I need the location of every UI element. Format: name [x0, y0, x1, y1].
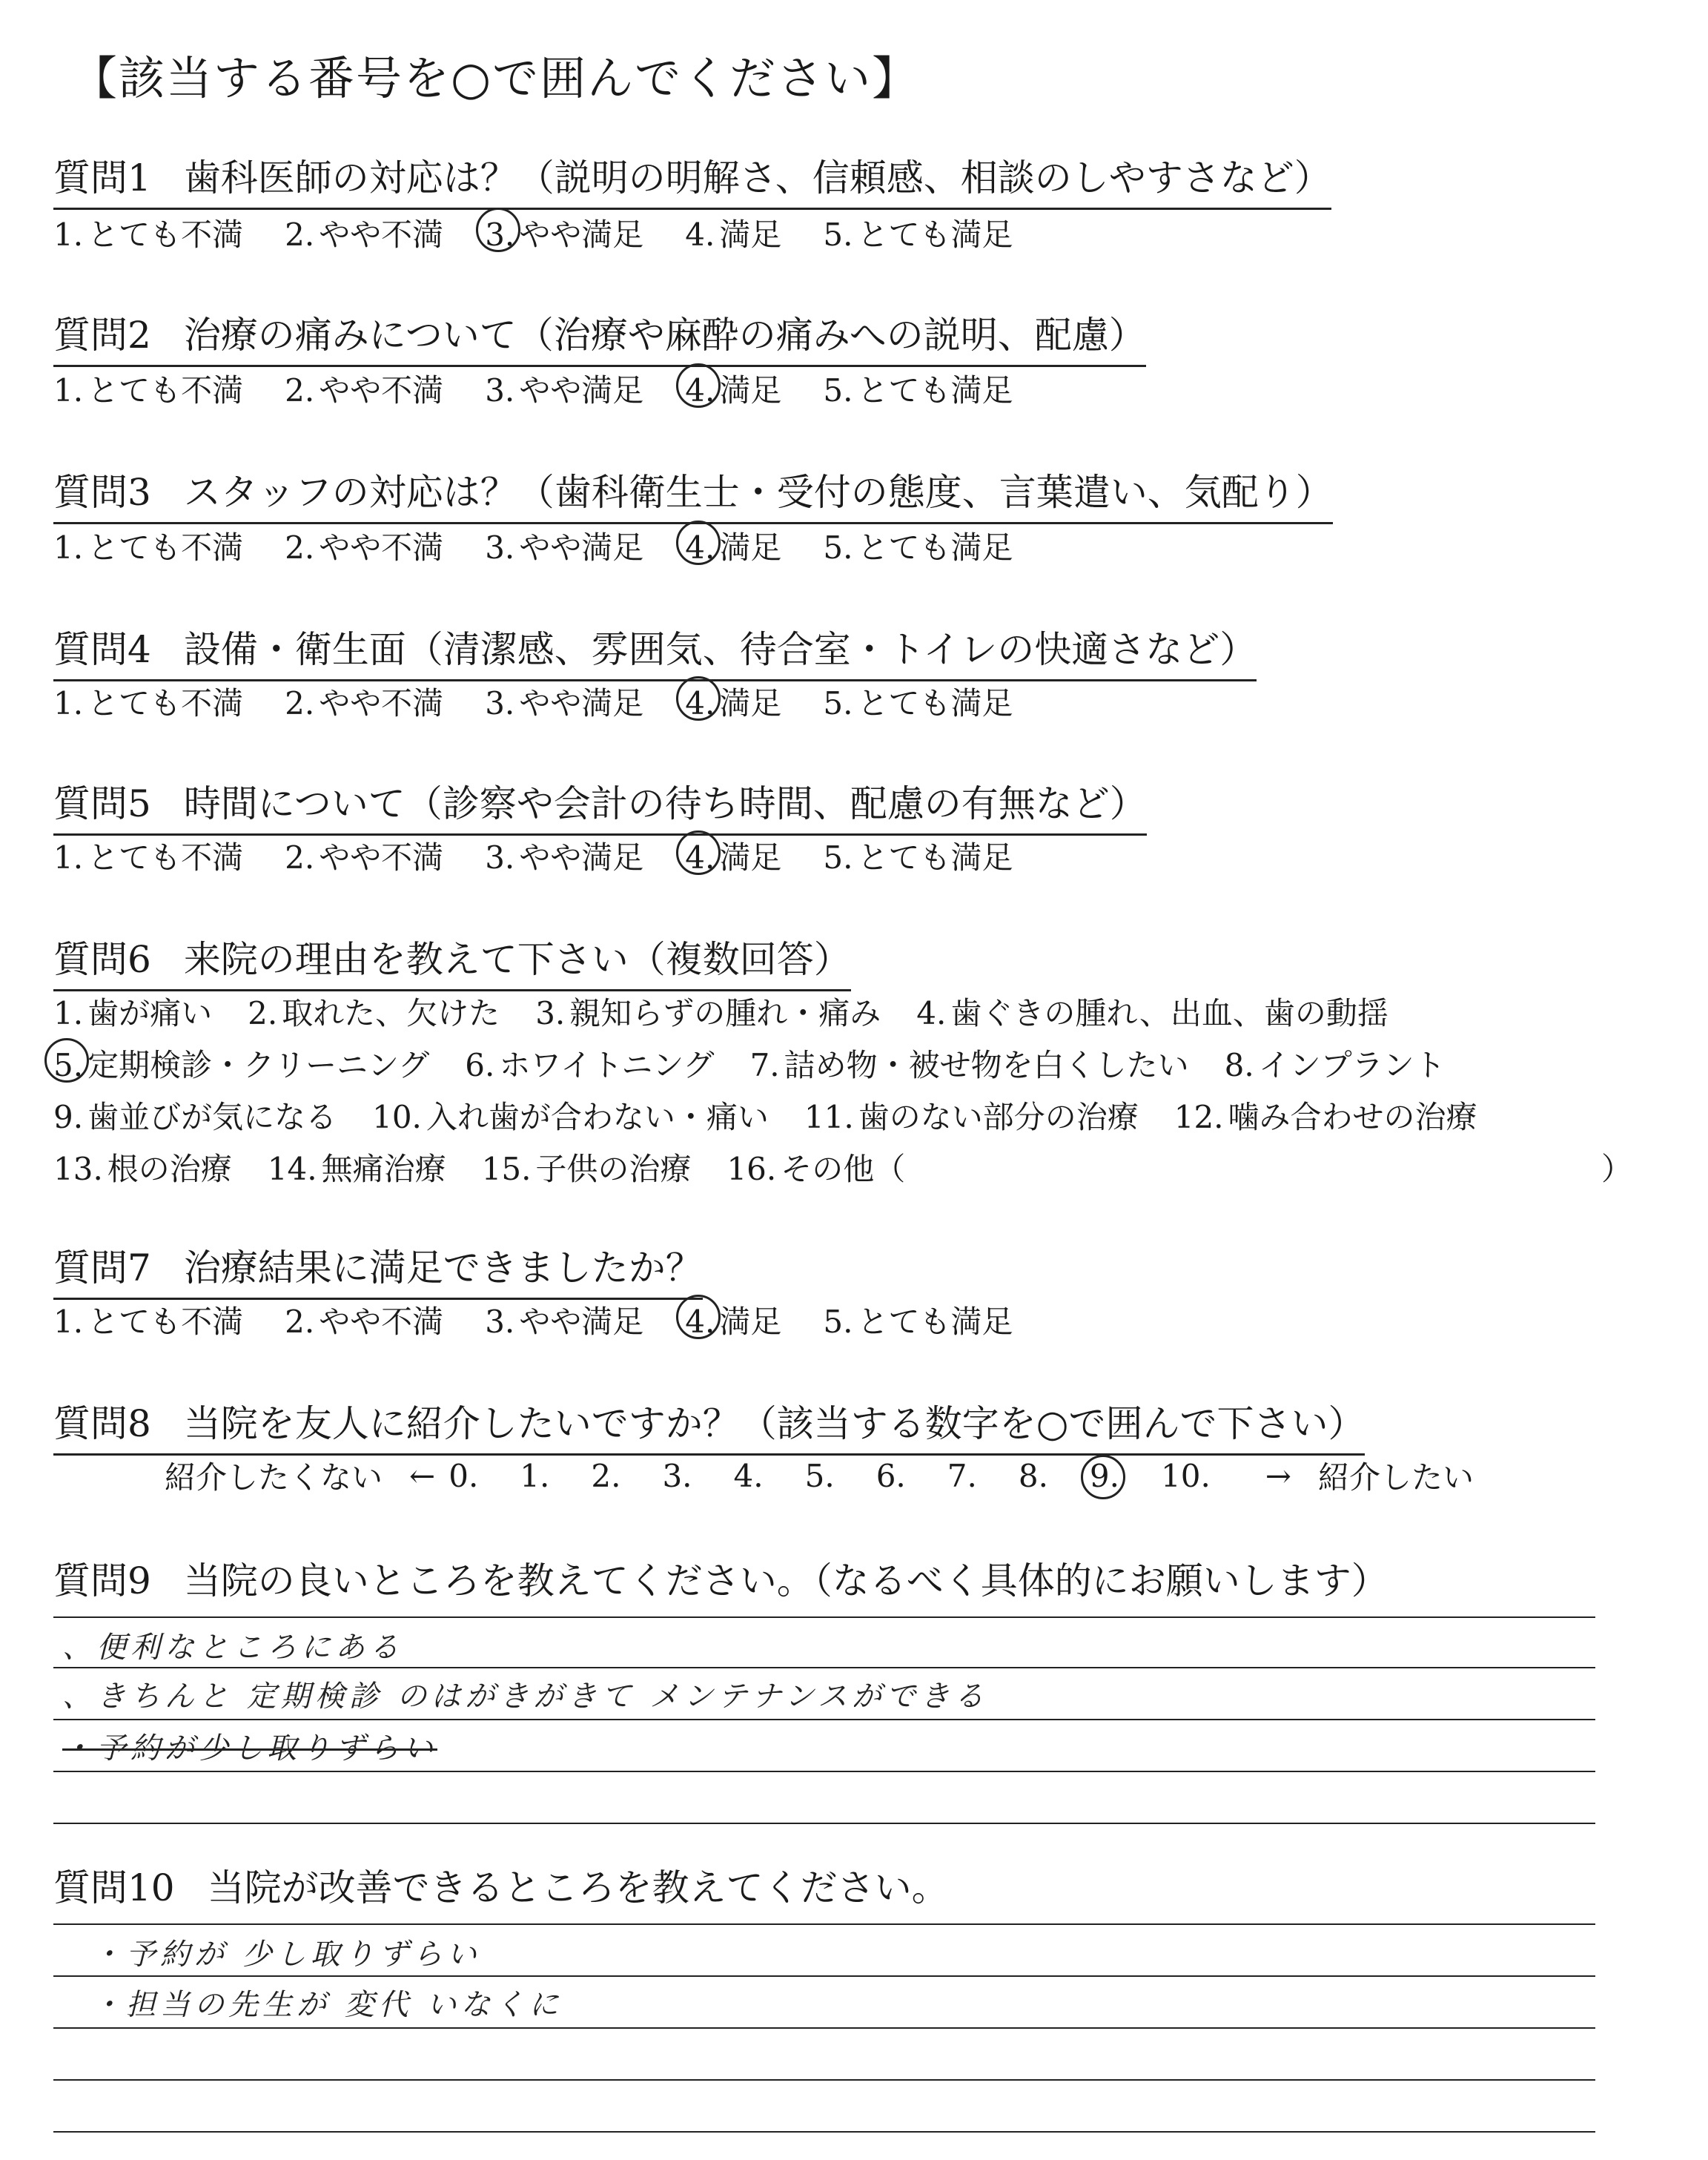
question-4-options — [53, 679, 1054, 724]
option-label: 歯ぐきの腫れ、出血、歯の動揺 — [950, 995, 1388, 1031]
option[interactable] — [726, 1145, 905, 1189]
scale-right-label: 紹介したい — [1318, 1459, 1474, 1496]
selected-scale-value[interactable] — [1090, 1458, 1124, 1494]
option-number: 5. — [823, 529, 853, 566]
option-number: 11. — [804, 1099, 854, 1135]
recommend-scale — [151, 1453, 1487, 1498]
question-7-options — [53, 1298, 1054, 1342]
question-number: 質問8 — [53, 1402, 151, 1445]
option-number: 4. — [685, 1304, 715, 1340]
option[interactable] — [53, 989, 212, 1034]
option[interactable] — [485, 524, 643, 568]
question-7-title — [53, 1238, 703, 1300]
option[interactable] — [53, 524, 243, 568]
selected-option[interactable] — [685, 679, 781, 724]
option[interactable] — [1225, 1041, 1446, 1086]
selected-option[interactable] — [685, 833, 781, 878]
option[interactable] — [1174, 1093, 1477, 1137]
option[interactable] — [285, 833, 443, 878]
scale-left-arrow: ← — [409, 1457, 436, 1494]
option[interactable] — [285, 679, 443, 724]
option-number: 7. — [947, 1457, 977, 1494]
answer-line — [53, 1667, 1595, 1668]
option[interactable] — [53, 366, 243, 411]
option-number: 3. — [485, 529, 515, 566]
answer-line — [53, 2131, 1595, 2133]
option-label: 満足 — [719, 372, 782, 409]
question-5-title — [53, 774, 1147, 836]
question-6-row-3 — [53, 1093, 1513, 1137]
option-number: 1. — [53, 839, 84, 876]
option[interactable] — [823, 833, 1013, 878]
option[interactable] — [465, 1041, 714, 1086]
option-label: 噛み合わせの治療 — [1228, 1099, 1477, 1135]
option-label: 親知らずの腫れ・痛み — [569, 995, 881, 1031]
selected-option[interactable] — [53, 1041, 429, 1086]
option[interactable] — [285, 211, 443, 255]
option-number: 3. — [485, 839, 515, 876]
option-label: とても不満 — [87, 372, 244, 409]
scale-value[interactable] — [1161, 1458, 1215, 1494]
option-number: 15. — [481, 1151, 532, 1187]
question-text: スタッフの対応は？（歯科衛生士・受付の態度、言葉遣い、気配り） — [183, 471, 1333, 514]
answer-line — [53, 1771, 1595, 1772]
option-label: 子供の治療 — [535, 1151, 692, 1187]
option-label: 満足 — [719, 1304, 782, 1340]
option-number: 5. — [823, 217, 853, 253]
option[interactable] — [823, 524, 1013, 568]
option-label: とても満足 — [857, 839, 1013, 876]
question-number: 質問10 — [53, 1866, 175, 1909]
question-text: 当院を友人に紹介したいですか？（該当する数字を○で囲んで下さい） — [183, 1402, 1366, 1445]
option[interactable] — [804, 1093, 1139, 1137]
option-label: やや満足 — [519, 372, 644, 409]
option-number: 6. — [875, 1457, 906, 1494]
option-label: やや不満 — [319, 839, 444, 876]
option-number: 9. — [53, 1099, 84, 1135]
scale-value[interactable] — [1019, 1458, 1053, 1494]
option-number: 4. — [733, 1457, 764, 1494]
option-number: 7. — [749, 1047, 780, 1083]
handwritten-answer: ・担当の先生が 変代 いなくに — [92, 1988, 563, 2022]
other-close-paren: ） — [1601, 1151, 1633, 1187]
option[interactable] — [372, 1093, 769, 1137]
option[interactable] — [916, 989, 1388, 1034]
answer-line — [53, 1975, 1595, 1977]
option-label: 取れた、欠けた — [282, 995, 500, 1031]
option-number: 1. — [53, 217, 84, 253]
question-number: 質問9 — [53, 1559, 151, 1602]
option[interactable] — [248, 989, 500, 1034]
option-label: 満足 — [719, 217, 782, 253]
option[interactable] — [485, 833, 643, 878]
question-9-title — [53, 1551, 1388, 1605]
question-1-options — [53, 211, 1054, 255]
option-label: とても満足 — [857, 529, 1013, 566]
option-label: とても満足 — [857, 372, 1013, 409]
scale-left-label: 紹介したくない — [165, 1459, 383, 1496]
handwritten-answer: ・予約が 少し取りずらい — [92, 1938, 481, 1972]
option[interactable] — [53, 1145, 232, 1189]
option-number: 5. — [823, 1304, 853, 1340]
option[interactable] — [485, 679, 643, 724]
option-number: 2. — [285, 372, 315, 409]
option-label: やや満足 — [519, 529, 644, 566]
option-number: 9. — [1089, 1457, 1119, 1494]
question-6-title — [53, 930, 851, 991]
option-label: 満足 — [719, 685, 782, 721]
option-label: 満足 — [719, 529, 782, 566]
option-number: 3. — [485, 685, 515, 721]
option-label: やや不満 — [319, 1304, 444, 1340]
option-label: 歯並びが気になる — [87, 1099, 337, 1135]
option[interactable] — [535, 989, 881, 1034]
question-number: 質問1 — [53, 156, 151, 199]
question-8-title — [53, 1394, 1365, 1456]
option-number: 2. — [285, 529, 315, 566]
question-text: 来院の理由を教えて下さい（複数回答） — [183, 938, 851, 981]
option-number: 4. — [685, 839, 715, 876]
option-number: 1. — [53, 995, 84, 1031]
scale-right-arrow: → — [1265, 1457, 1291, 1494]
scale-value[interactable] — [876, 1458, 910, 1494]
option[interactable] — [53, 679, 243, 724]
answer-line — [53, 1823, 1595, 1824]
option-number: 3. — [662, 1457, 692, 1494]
question-text: 当院が改善できるところを教えてください。 — [207, 1866, 949, 1909]
option-label: インプラント — [1258, 1047, 1446, 1083]
option-number: 3. — [485, 217, 515, 253]
option-label: やや満足 — [519, 685, 644, 721]
option-number: 5. — [804, 1457, 835, 1494]
scale-value[interactable] — [591, 1458, 625, 1494]
option[interactable] — [53, 211, 243, 255]
option-number: 5. — [53, 1047, 84, 1083]
option-number: 5. — [823, 372, 853, 409]
option[interactable] — [285, 1298, 443, 1342]
option-number: 4. — [916, 995, 947, 1031]
selected-option[interactable] — [685, 524, 781, 568]
option[interactable] — [823, 366, 1013, 411]
option-number: 1. — [53, 529, 84, 566]
option[interactable] — [685, 211, 781, 255]
option[interactable] — [750, 1041, 1189, 1086]
scale-value[interactable] — [448, 1458, 483, 1494]
option[interactable] — [53, 833, 243, 878]
scale-value[interactable] — [520, 1458, 554, 1494]
question-number: 質問7 — [53, 1246, 151, 1289]
option[interactable] — [823, 211, 1013, 255]
option-label: とても不満 — [87, 685, 244, 721]
option-number: 2. — [285, 685, 315, 721]
option-label: とても不満 — [87, 1304, 244, 1340]
option-label: やや不満 — [319, 529, 444, 566]
option-number: 5. — [823, 839, 853, 876]
option-number: 1. — [53, 685, 84, 721]
question-text: 治療結果に満足できましたか？ — [183, 1246, 703, 1289]
question-3-options — [53, 524, 1054, 568]
option-label: 詰め物・被せ物を白くしたい — [784, 1047, 1189, 1083]
option-number: 1. — [53, 372, 84, 409]
handwritten-answer: 、きちんと 定期検診 のはがきがきて メンテナンスができる — [62, 1680, 988, 1714]
option-number: 4. — [685, 685, 715, 721]
question-4-title — [53, 620, 1257, 681]
option[interactable] — [285, 366, 443, 411]
option[interactable] — [485, 1298, 643, 1342]
option[interactable] — [268, 1145, 446, 1189]
answer-line — [53, 1616, 1595, 1618]
question-3-title — [53, 463, 1333, 524]
option-label: 根の治療 — [107, 1151, 232, 1187]
question-number: 質問3 — [53, 471, 151, 514]
option-label: その他（ — [781, 1151, 906, 1187]
option-label: 無痛治療 — [321, 1151, 446, 1187]
option-label: 歯のない部分の治療 — [858, 1099, 1139, 1135]
question-text: 当院の良いところを教えてください。（なるべく具体的にお願いします） — [183, 1559, 1388, 1602]
selected-option[interactable] — [485, 211, 643, 255]
option-number: 3. — [535, 995, 566, 1031]
question-number: 質問5 — [53, 782, 151, 825]
option-number: 2. — [285, 217, 315, 253]
option[interactable] — [53, 1298, 243, 1342]
selected-option[interactable] — [685, 366, 781, 411]
option-label: とても不満 — [87, 529, 244, 566]
question-6-row-1 — [53, 989, 1424, 1034]
answer-line — [53, 2027, 1595, 2029]
option-number: 2. — [285, 1304, 315, 1340]
option-label: 満足 — [719, 839, 782, 876]
option[interactable] — [823, 1298, 1013, 1342]
option-label: やや満足 — [519, 1304, 644, 1340]
page-title: 【該当する番号を○で囲んでください】 — [71, 51, 920, 105]
selected-option[interactable] — [685, 1298, 781, 1342]
question-10-title — [53, 1858, 949, 1912]
answer-line — [53, 1719, 1595, 1720]
option-number: 4. — [685, 372, 715, 409]
question-2-title — [53, 305, 1146, 367]
option-label: とても満足 — [857, 685, 1013, 721]
option-number: 14. — [267, 1151, 317, 1187]
option[interactable] — [482, 1145, 692, 1189]
option-label: やや不満 — [319, 217, 444, 253]
option-number: 10. — [1161, 1457, 1211, 1494]
option-label: やや満足 — [519, 839, 644, 876]
option-number: 12. — [1174, 1099, 1224, 1135]
option[interactable] — [53, 1093, 337, 1137]
option-number: 13. — [53, 1151, 103, 1187]
option-number: 8. — [1224, 1047, 1254, 1083]
option-number: 4. — [685, 217, 715, 253]
option-number: 3. — [485, 372, 515, 409]
option-label: とても不満 — [87, 839, 244, 876]
option[interactable] — [823, 679, 1013, 724]
scale-value[interactable] — [662, 1458, 696, 1494]
option-label: とても満足 — [857, 1304, 1013, 1340]
option-number: 10. — [372, 1099, 422, 1135]
option-number: 3. — [485, 1304, 515, 1340]
struck-answer: ・予約が少し取りずらい — [62, 1731, 437, 1766]
option-label: 入れ歯が合わない・痛い — [426, 1099, 769, 1135]
option[interactable] — [285, 524, 443, 568]
question-number: 質問4 — [53, 628, 151, 671]
scale-value[interactable] — [947, 1458, 982, 1494]
answer-line — [53, 2079, 1595, 2081]
question-1-title — [53, 148, 1331, 210]
question-text: 設備・衛生面（清潔感、雰囲気、待合室・トイレの快適さなど） — [183, 628, 1257, 671]
option-number: 4. — [685, 529, 715, 566]
option-label: やや満足 — [519, 217, 644, 253]
option-number: 5. — [823, 685, 853, 721]
option-label: とても満足 — [857, 217, 1013, 253]
question-6-row-2 — [53, 1041, 1481, 1086]
option-label: ホワイトニング — [499, 1047, 715, 1083]
option-number: 16. — [726, 1151, 777, 1187]
option-label: やや不満 — [319, 372, 444, 409]
question-number: 質問2 — [53, 314, 151, 357]
option-number: 0. — [448, 1457, 479, 1494]
scale-value[interactable] — [734, 1458, 768, 1494]
option-number: 6. — [465, 1047, 495, 1083]
option-label: やや不満 — [319, 685, 444, 721]
option-label: 歯が痛い — [87, 995, 213, 1031]
option-number: 1. — [53, 1304, 84, 1340]
option-number: 8. — [1018, 1457, 1048, 1494]
option-number: 1. — [520, 1457, 550, 1494]
question-text: 時間について（診察や会計の待ち時間、配慮の有無など） — [183, 782, 1147, 825]
option[interactable] — [485, 366, 643, 411]
option-label: 定期検診・クリーニング — [87, 1047, 430, 1083]
scale-value[interactable] — [805, 1458, 839, 1494]
handwritten-answer: 、便利なところにある — [62, 1631, 403, 1665]
option-label: とても不満 — [87, 217, 244, 253]
question-2-options — [53, 366, 1054, 411]
option-number: 2. — [248, 995, 278, 1031]
question-text: 歯科医師の対応は？（説明の明解さ、信頼感、相談のしやすさなど） — [183, 156, 1331, 199]
answer-line — [53, 1923, 1595, 1925]
question-text: 治療の痛みについて（治療や麻酔の痛みへの説明、配慮） — [183, 314, 1146, 357]
question-5-options — [53, 833, 1054, 878]
option-number: 2. — [285, 839, 315, 876]
question-6-row-4 — [53, 1145, 941, 1189]
option-number: 2. — [591, 1457, 621, 1494]
scale-values — [448, 1458, 1252, 1494]
question-number: 質問6 — [53, 938, 151, 981]
